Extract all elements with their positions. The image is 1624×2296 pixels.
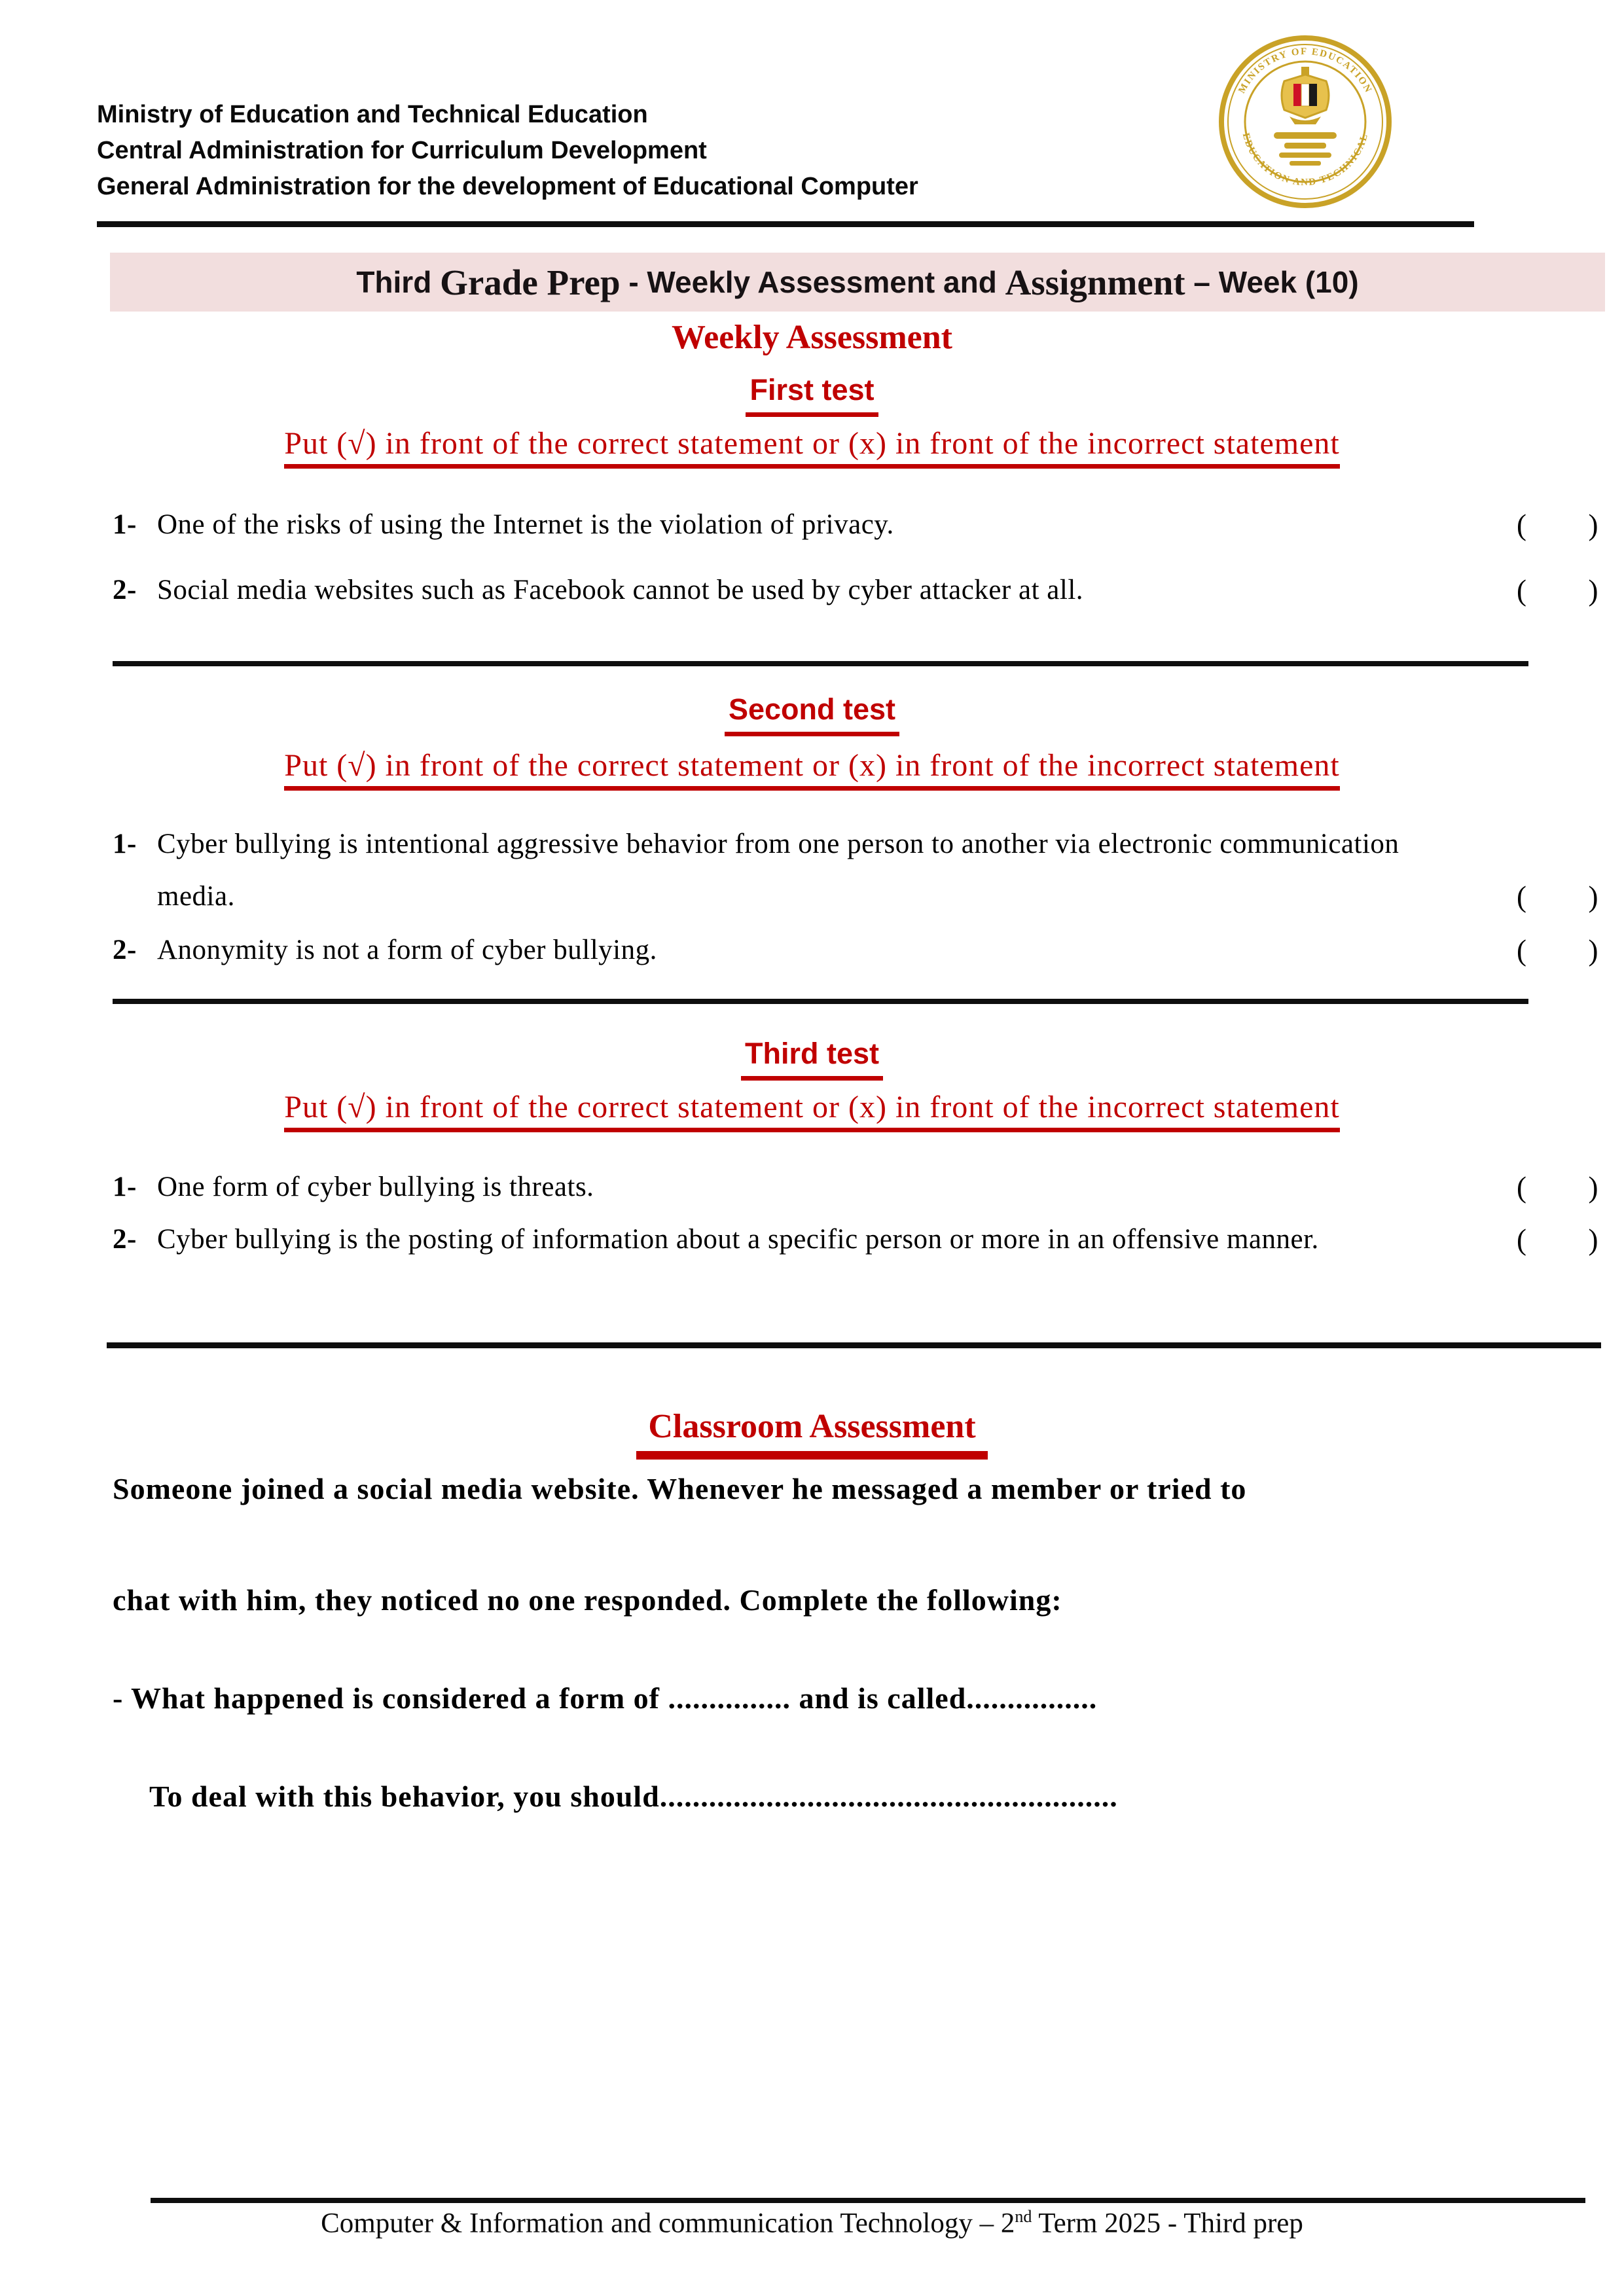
- banner-week: – Week (10): [1185, 265, 1359, 299]
- banner-grade-name: Grade Prep: [440, 262, 621, 302]
- header-line-2: Central Administration for Curriculum Development: [97, 137, 707, 164]
- question-text: One of the risks of using the Internet is the violation of privacy.: [157, 509, 894, 540]
- first-test-instruction-row: [0, 425, 1624, 469]
- seal-ring-text-bottom: EDUCATION AND TECHNICAL: [1240, 132, 1371, 188]
- banner-assignment: Assignment: [1005, 262, 1185, 302]
- answer-parentheses: ( ): [1517, 509, 1598, 541]
- question-text: Social media websites such as Facebook cannot be used by cyber attacker at all.: [157, 575, 1084, 605]
- second-test-heading-row: [0, 692, 1624, 736]
- classroom-fill-blank-line-2: To deal with this behavior, you should........................................................: [149, 1780, 1118, 1813]
- footer-text-pre: Computer & Information and communication Technology – 2: [321, 2208, 1015, 2239]
- header-line-3: General Administration for the development of Educational Computer: [97, 173, 918, 200]
- header-divider: [97, 221, 1474, 227]
- question-number: 1-: [113, 829, 137, 859]
- answer-parentheses: ( ): [1517, 1171, 1598, 1204]
- title-banner: [110, 253, 1605, 312]
- weekly-assessment-title: Weekly Assessment: [672, 319, 952, 356]
- first-test-heading-row: [0, 373, 1624, 417]
- question-number: 1-: [113, 1172, 137, 1202]
- third-test-title: Third test: [741, 1037, 883, 1081]
- second-test-instruction: Put (√) in front of the correct statement or (x) in front of the incorrect statement: [284, 747, 1339, 791]
- classroom-assessment-heading-row: [0, 1407, 1624, 1460]
- banner-grade-prefix: Third: [356, 265, 441, 299]
- third-test-question-2: [113, 1213, 1598, 1266]
- question-number: 2-: [113, 1224, 137, 1255]
- ministry-seal-logo: [1216, 33, 1394, 211]
- question-number: 1-: [113, 509, 137, 540]
- classroom-paragraph-line-1: Someone joined a social media website. Whenever he messaged a member or tried to: [113, 1472, 1247, 1505]
- ministry-seal-icon: [1216, 33, 1394, 211]
- seal-ring-text-top: MINISTRY OF EDUCATION: [1236, 46, 1374, 96]
- answer-parentheses: ( ): [1517, 934, 1598, 967]
- answer-parentheses: ( ): [1517, 880, 1598, 913]
- third-test-instruction: Put (√) in front of the correct statement or (x) in front of the incorrect statement: [284, 1089, 1339, 1132]
- question-number: 2-: [113, 935, 137, 965]
- footer-text: [0, 2207, 1624, 2239]
- third-test-question-1: [113, 1161, 1598, 1213]
- banner-middle: - Weekly Assessment and: [620, 265, 1005, 299]
- section-divider-3: [107, 1342, 1601, 1348]
- first-test-question-1: [113, 499, 1598, 551]
- question-text: Anonymity is not a form of cyber bullying.: [157, 935, 657, 965]
- footer-text-post: Term 2025 - Third prep: [1032, 2208, 1303, 2239]
- first-test-title: First test: [746, 373, 878, 417]
- answer-parentheses: ( ): [1517, 1223, 1598, 1256]
- footer-divider: [151, 2198, 1585, 2203]
- first-test-question-2: [113, 564, 1598, 617]
- footer-ordinal-suffix: nd: [1015, 2207, 1032, 2226]
- ministry-header: [97, 97, 1177, 205]
- classroom-paragraph-line-2: chat with him, they noticed no one responded. Complete the following:: [113, 1583, 1062, 1617]
- section-divider-1: [113, 661, 1528, 666]
- header-line-1: Ministry of Education and Technical Education: [97, 101, 648, 128]
- third-test-heading-row: [0, 1037, 1624, 1081]
- answer-parentheses: ( ): [1517, 574, 1598, 607]
- third-test-instruction-row: [0, 1089, 1624, 1132]
- question-text: One form of cyber bullying is threats.: [157, 1172, 594, 1202]
- first-test-instruction: Put (√) in front of the correct statement or (x) in front of the incorrect statement: [284, 425, 1339, 469]
- question-number: 2-: [113, 575, 137, 605]
- question-text: Cyber bullying is the posting of information about a specific person or more in an offensive manner.: [157, 1224, 1319, 1255]
- classroom-fill-blank-line-1: - What happened is considered a form of ............... and is called................: [113, 1681, 1098, 1715]
- second-test-title: Second test: [725, 692, 899, 736]
- second-test-question-1: [113, 818, 1598, 923]
- section-divider-2: [113, 999, 1528, 1004]
- second-test-question-2: [113, 924, 1598, 977]
- classroom-assessment-title: Classroom Assessment: [636, 1407, 987, 1460]
- question-text: Cyber bullying is intentional aggressive behavior from one person to another via electronic communication media.: [157, 829, 1399, 912]
- second-test-instruction-row: [0, 747, 1624, 791]
